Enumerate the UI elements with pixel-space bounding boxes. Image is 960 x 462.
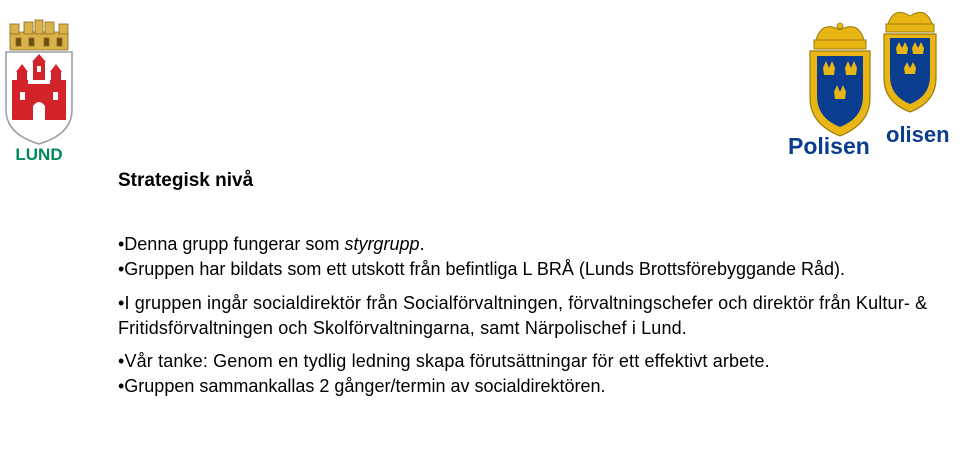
lund-mural-crown (10, 20, 68, 50)
lund-logo (2, 18, 76, 166)
section-heading: Strategisk nivå (118, 170, 254, 191)
polisen-badge-back (884, 12, 936, 112)
bullet-item: •Gruppen har bildats som ett utskott från befintliga L BRÅ (Lunds Brottsförebyggande Råd). (118, 259, 846, 279)
bullet-item: •Gruppen sammankallas 2 gånger/termin av socialdirektören. (118, 376, 606, 396)
polisen-logo-text-back: olisen (886, 122, 950, 147)
bullet-item: •Vår tanke: Genom en tydlig ledning skapa förutsättningar för ett effektivt arbete. (118, 351, 770, 371)
lund-logo-text: LUND (15, 145, 63, 164)
bullet-item: •I gruppen ingår socialdirektör från Socialförvaltningen, förvaltningschefer och direktör från Kultur- & Fritidsförvaltningen och Skolförvaltningarna, samt Närpolischef i Lund. (118, 293, 928, 338)
polisen-logo (786, 4, 960, 160)
polisen-badge-front (810, 23, 870, 136)
polisen-logo-text: Polisen (788, 133, 870, 159)
bullet-item (118, 232, 948, 257)
bullet-text: •Denna grupp fungerar som (118, 234, 345, 254)
bullet-list (118, 232, 948, 399)
bullet-emphasis: styrgrupp (344, 234, 420, 254)
bullet-text: . (419, 234, 425, 254)
